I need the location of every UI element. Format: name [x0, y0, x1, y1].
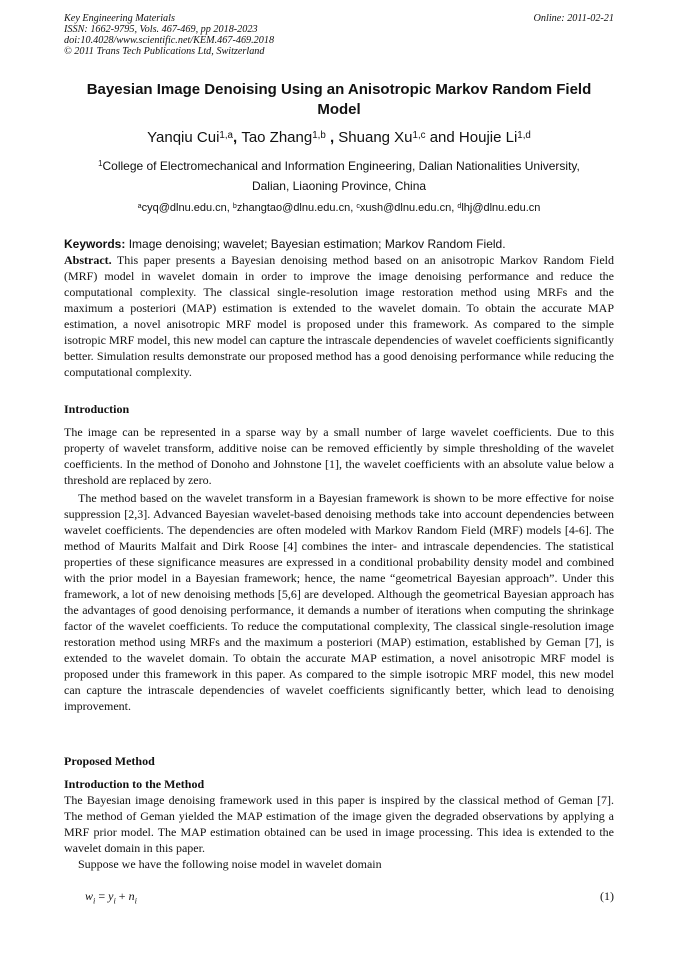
author-separator: ,	[325, 129, 339, 146]
email-sup: d	[457, 202, 462, 210]
intro-paragraph-2: The method based on the wavelet transform in a Bayesian framework is shown to be more effective for noise suppression [2,3]. Advanced Bayesian wavelet-based denoising methods take into account dependencies between wavelet coefficients. The dependencies are often modeled with Markov Random Field (MRF) models [4-6]. The method of Maurits Malfait and Dirk Roose [4] combines the inter- and intrascale dependencies. The statistical properties of these significance measures are expressed in a conditional probability density model and combined with the prior model in a Bayesian framework; hence, the name “geometrical Bayesian approach”. Under this framework, a lot of new denoising methods [5,6] are developed. Although the geometrical Bayesian approach has the advantages of good denoising performance, it demands a number of iterations when computing the shrinkage factor of the wavelet coefficients. To reduce the computational complexity, The classical single-resolution image restoration method using MRFs and the maximum a posteriori (MAP) estimation, established by Geman [7], is extended to the wavelet domain. To obtain the accurate MAP estimation, a novel anisotropic MRF model is proposed under this framework in this paper. As compared to the simple isotropic MRF model, this new model can capture the intrascale dependencies of wavelet coefficients significantly better, which lead to denoising improvement.	[64, 491, 614, 713]
issn-line: ISSN: 1662-9795, Vols. 467-469, pp 2018-2023	[64, 24, 258, 35]
email-list	[64, 201, 614, 215]
affiliation-sup: 1	[98, 159, 103, 168]
equation-1	[85, 888, 137, 909]
keywords-label: Keywords:	[64, 237, 126, 251]
email-address: xush@dlnu.edu.cn	[359, 202, 452, 214]
copyright-line: © 2011 Trans Tech Publications Ltd, Switzerland	[64, 46, 265, 57]
email-sup: a	[137, 202, 142, 210]
email-separator: ,	[226, 202, 233, 214]
affiliation-line-1	[64, 156, 614, 176]
email-address: zhangtao@dlnu.edu.cn	[236, 202, 351, 214]
online-date: Online: 2011-02-21	[533, 13, 614, 24]
email-address: lhj@dlnu.edu.cn	[461, 202, 541, 214]
affiliation-text: College of Electromechanical and Information Engineering, Dalian Nationalities University,	[102, 159, 580, 173]
keywords-text: Image denoising; wavelet; Bayesian estimation; Markov Random Field.	[125, 237, 506, 251]
section-heading-introduction: Introduction	[64, 402, 130, 416]
author-sup: 1,d	[517, 130, 531, 141]
abstract-label: Abstract.	[64, 253, 112, 267]
eq-subscript: i	[134, 896, 137, 906]
intro-paragraph-1: The image can be represented in a sparse way by a small number of large wavelet coefficients. Due to this property of wavelet transform, additive noise can be removed efficiently by simple thresholding of the wavelet coefficients. In the method of Donoho and Johnstone [1], the wavelet coefficients with an absolute value below a threshold are replaced by zero.	[64, 425, 614, 487]
subsection-heading: Introduction to the Method	[64, 777, 205, 791]
eq-symbol: y	[108, 889, 114, 903]
abstract	[64, 252, 614, 380]
email-separator: ,	[350, 202, 357, 214]
author-sup: 1,c	[412, 130, 426, 141]
keywords	[64, 237, 614, 251]
email-sup: b	[232, 202, 237, 210]
author-sup: 1,b	[312, 130, 326, 141]
eq-operator: =	[95, 889, 109, 903]
paper-title: Bayesian Image Denoising Using an Anisotropic Markov Random Field Model	[86, 81, 592, 118]
affiliation	[64, 156, 614, 196]
abstract-text: This paper presents a Bayesian denoising method based on an anisotropic Markov Random Field (MRF) model in wavelet domain in order to improve the image denoising performance and reduce the computational complexity. The classical single-resolution image restoration method using MRFs and the maximum a posteriori (MAP) estimation is extended to the wavelet domain. To obtain the accurate MAP estimation, a novel anisotropic MRF model is proposed under this framework. As compared to the simple isotropic MRF model, this new model can capture the intrascale dependencies of wavelet coefficients significantly better. Simulation results demonstrate our proposed method has a good denoising performance while reducing the computational complexity.	[64, 253, 614, 379]
method-paragraph-1: The Bayesian image denoising framework used in this paper is inspired by the classical method of Geman [7]. The method of Geman yielded the MAP estimation of the image given the degraded observations by applying a MRF prior model. The MAP estimation obtained can be used in image processing. This idea is extended to the wavelet domain in this paper.	[64, 793, 614, 855]
author-separator: ,	[232, 129, 242, 146]
author-list	[64, 129, 614, 147]
method-paragraph-2: Suppose we have the following noise model in wavelet domain	[78, 857, 382, 871]
journal-name: Key Engineering Materials	[64, 13, 175, 24]
author-sup: 1,a	[219, 130, 233, 141]
email-separator: ,	[451, 202, 458, 214]
author-name: Houjie Li	[458, 129, 518, 146]
author-name: Tao Zhang	[241, 129, 313, 146]
author-name: Shuang Xu	[338, 129, 413, 146]
author-separator: and	[425, 129, 459, 146]
author-name: Yanqiu Cui	[147, 129, 220, 146]
eq-symbol: w	[85, 889, 94, 903]
eq-symbol: n	[128, 889, 135, 903]
eq-subscript: i	[113, 896, 116, 906]
equation-number: (1)	[600, 889, 614, 903]
section-heading-proposed-method: Proposed Method	[64, 754, 155, 768]
affiliation-line-2: Dalian, Liaoning Province, China	[251, 179, 427, 193]
email-address: cyq@dlnu.edu.cn	[141, 202, 227, 214]
email-sup: c	[356, 202, 360, 210]
eq-subscript: i	[93, 896, 96, 906]
doi-line: doi:10.4028/www.scientific.net/KEM.467-469.2018	[64, 35, 275, 46]
eq-operator: +	[115, 889, 129, 903]
journal-header	[64, 13, 614, 57]
